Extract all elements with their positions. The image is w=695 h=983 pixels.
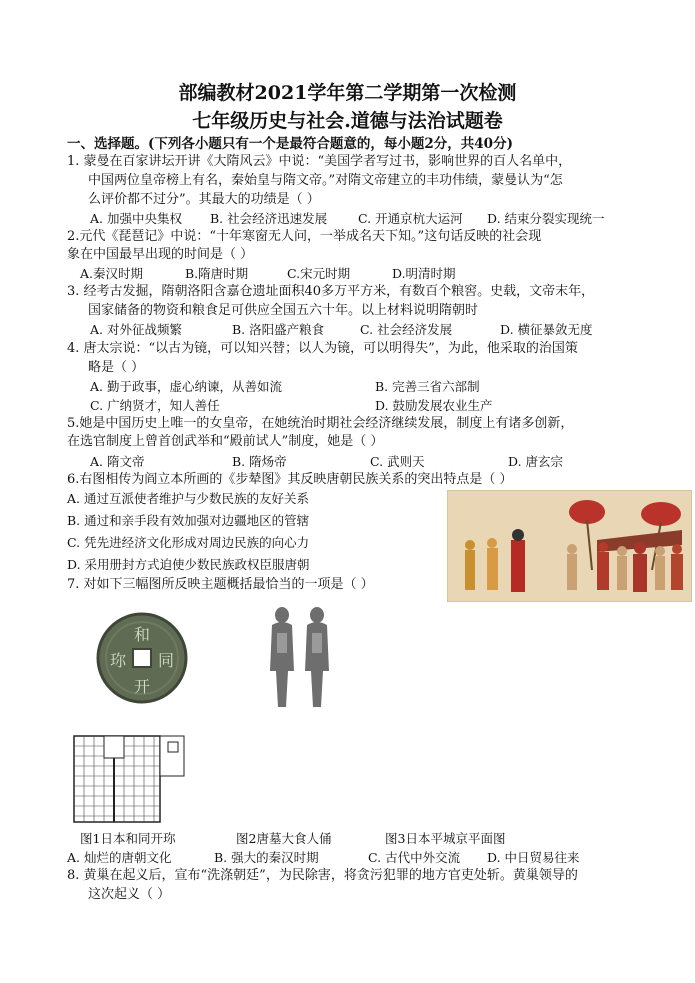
q8-line2: 这次起义（ ） <box>88 887 171 902</box>
q1-line1: 1. 蒙曼在百家讲坛开讲《大隋风云》中说：“美国学者写过书，影响世界的百人名单中， <box>67 154 572 169</box>
q6-option-a: A. 通过互派使者维护与少数民族的友好关系 <box>67 491 309 506</box>
q1-option-a: A. 加强中央集权 <box>90 211 182 226</box>
q7-option-a: A. 灿烂的唐朝文化 <box>67 850 172 865</box>
q4-line2: 略是（ ） <box>88 360 145 375</box>
q2-option-d: D.明清时期 <box>392 266 456 281</box>
heijokyo-plan-image <box>72 728 188 824</box>
fig1-caption: 图1日本和同开珎 <box>80 831 176 846</box>
q7-option-c: C. 古代中外交流 <box>368 850 461 865</box>
bunian-painting-image <box>447 490 692 602</box>
q2-line2: 象在中国最早出现的时间是（ ） <box>67 247 254 262</box>
q6-option-b: B. 通过和亲手段有效加强对边疆地区的管辖 <box>67 513 310 528</box>
q3-line2: 国家储备的物资和粮食足可供应全国五六十年。以上材料说明隋朝时 <box>88 303 479 318</box>
q4-option-a: A. 勤于政事，虚心纳谏，从善如流 <box>90 379 282 394</box>
coin-char-left: 珎 <box>110 651 127 670</box>
q5-option-d: D. 唐玄宗 <box>508 454 564 469</box>
q1-line2: 中国两位皇帝榜上有名，秦始皇与隋文帝。”对隋文帝建立的丰功伟绩，蒙曼认为“怎 <box>88 173 563 188</box>
q5-option-a: A. 隋文帝 <box>90 454 145 469</box>
q2-option-a: A.秦汉时期 <box>80 266 144 281</box>
q5-option-b: B. 隋炀帝 <box>232 454 287 469</box>
exam-title-line1: 部编教材2021学年第二学期第一次检测 <box>178 82 517 104</box>
coin-image <box>96 612 188 704</box>
q5-option-c: C. 武则天 <box>370 454 425 469</box>
coin-char-bottom: 开 <box>134 677 151 696</box>
exam-title-line2: 七年级历史与社会.道德与法治试题卷 <box>192 110 503 132</box>
q7-option-d: D. 中日贸易往来 <box>487 850 580 865</box>
q2-option-b: B.隋唐时期 <box>185 266 249 281</box>
coin-char-top: 和 <box>134 625 151 644</box>
q3-option-b: B. 洛阳盛产粮食 <box>232 322 325 337</box>
q6-option-d: D. 采用册封方式迫使少数民族政权臣服唐朝 <box>67 557 310 572</box>
q2-line1: 2.元代《琵琶记》中说：“十年寒窗无人问，一举成名天下知。”这句话反映的社会现 <box>67 229 542 244</box>
q7-line1: 7. 对如下三幅图所反映主题概括最恰当的一项是（ ） <box>67 577 374 592</box>
coin-char-right: 同 <box>158 651 175 670</box>
q1-line3: 么评价都不过分”。其最大的功绩是（ ） <box>88 192 320 207</box>
q4-option-d: D. 鼓励发展农业生产 <box>375 398 493 413</box>
q7-option-b: B. 强大的秦汉时期 <box>214 850 319 865</box>
fig2-caption: 图2唐墓大食人俑 <box>236 831 332 846</box>
q5-line2: 在选官制度上曾首创武举和“殿前试人”制度，她是（ ） <box>67 434 384 449</box>
q4-option-b: B. 完善三省六部制 <box>375 379 480 394</box>
section-heading: 一、选择题。(下列各小题只有一个是最符合题意的，每小题2分，共40分) <box>67 136 513 152</box>
q1-option-d: D. 结束分裂实现统一 <box>487 211 605 226</box>
q3-option-c: C. 社会经济发展 <box>360 322 453 337</box>
q1-option-c: C. 开通京杭大运河 <box>358 211 463 226</box>
q4-option-c: C. 广纳贤才，知人善任 <box>90 398 220 413</box>
q6-option-c: C. 凭先进经济文化形成对周边民族的向心力 <box>67 535 310 550</box>
fig3-caption: 图3日本平城京平面图 <box>385 831 506 846</box>
q8-line1: 8. 黄巢在起义后，宣布“洗涤朝廷”，为民除害，将贪污犯罪的地方官吏处斩。黄巢领导的 <box>67 868 578 883</box>
q3-option-a: A. 对外征战频繁 <box>90 322 182 337</box>
q4-line1: 4. 唐太宗说：“以古为镜，可以知兴替；以人为镜，可以明得失”，为此，他采取的治国策 <box>67 341 578 356</box>
figurines-image <box>262 603 340 713</box>
q3-line1: 3. 经考古发掘，隋朝洛阳含嘉仓遗址面积40多万平方米，有数百个粮窖。史载，文帝末年， <box>67 284 595 299</box>
q1-option-b: B. 社会经济迅速发展 <box>210 211 328 226</box>
q3-option-d: D. 横征暴敛无度 <box>500 322 593 337</box>
q2-option-c: C.宋元时期 <box>287 266 351 281</box>
q5-line1: 5.她是中国历史上唯一的女皇帝，在她统治时期社会经济继续发展，制度上有诸多创新， <box>67 416 574 431</box>
q6-line1: 6.右图相传为阎立本所画的《步辇图》其反映唐朝民族关系的突出特点是（ ） <box>67 472 513 487</box>
